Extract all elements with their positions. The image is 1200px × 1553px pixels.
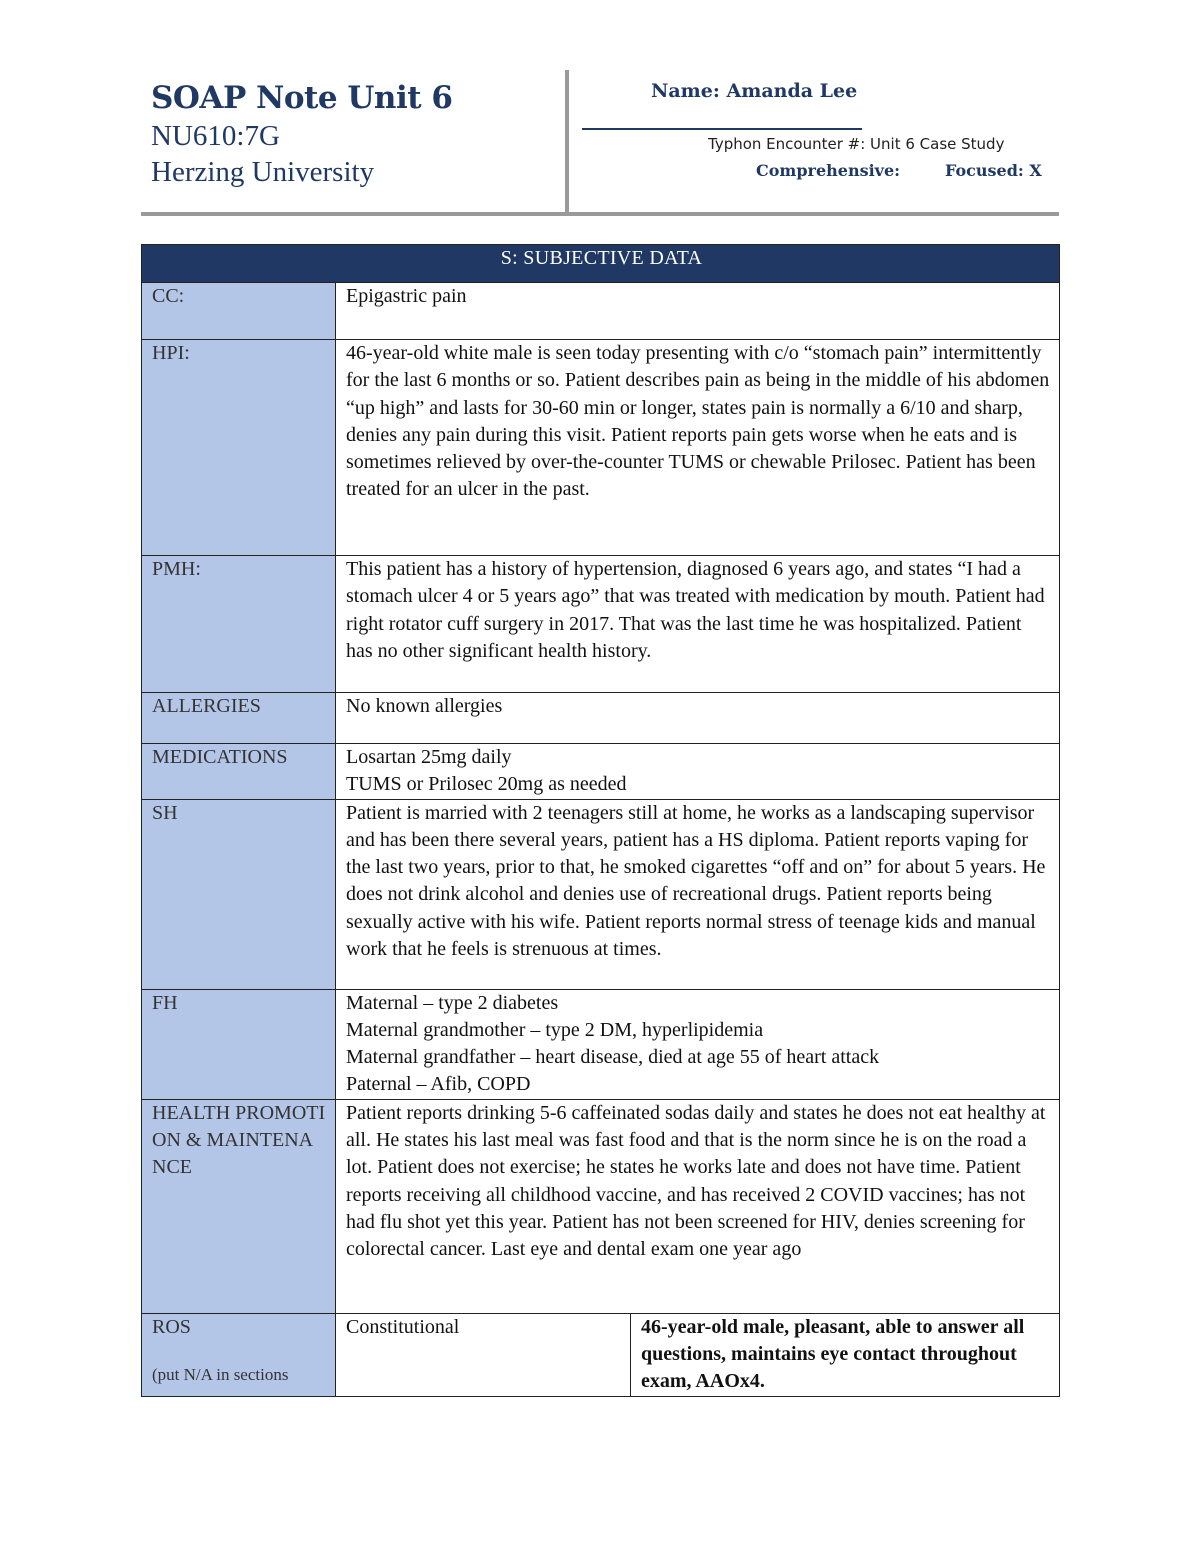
university-name: Herzing University bbox=[151, 156, 375, 188]
row-value-allergies: No known allergies bbox=[336, 693, 1060, 744]
focused-label: Focused: X bbox=[945, 161, 1042, 180]
table-row bbox=[142, 556, 1060, 693]
family-history-item: Maternal – type 2 diabetes bbox=[346, 991, 559, 1014]
table-row bbox=[142, 340, 1060, 556]
row-value-hpi: 46-year-old white male is seen today presenting with c/o “stomach pain” intermittently for the last 6 months or so. Patient describes pain as being in the middle of his abdomen “up high” and lasts for 30-60 min or longer, states pain is normally a 6/10 and sharp, denies any pain during this visit. Patient reports pain gets worse when he eats and is sometimes relieved by over-the-counter TUMS or chewable Prilosec. Patient has been treated for an ulcer in the past. bbox=[336, 340, 1060, 556]
ros-finding: 46-year-old male, pleasant, able to answer all questions, maintains eye contact throughout exam, AAOx4. bbox=[631, 1313, 1060, 1396]
table-row bbox=[142, 989, 1060, 1099]
subjective-data-table bbox=[141, 244, 1060, 1397]
row-label-cc: CC: bbox=[142, 283, 336, 340]
header-horizontal-divider bbox=[141, 212, 1059, 216]
row-label-health-promotion: HEALTH PROMOTION & MAINTENANCE bbox=[142, 1099, 336, 1313]
comprehensive-label: Comprehensive: bbox=[756, 161, 901, 180]
family-history-item: Maternal grandmother – type 2 DM, hyperlipidemia bbox=[346, 1018, 764, 1041]
student-name: Name: Amanda Lee bbox=[651, 80, 858, 102]
table-row bbox=[142, 283, 1060, 340]
row-label-medications: MEDICATIONS bbox=[142, 744, 336, 800]
table-row bbox=[142, 744, 1060, 800]
row-value-health-promotion: Patient reports drinking 5-6 caffeinated sodas daily and states he does not eat healthy at all. He states his last meal was fast food and that is the norm since he is on the road a lot. Patient does not exercise; he states he works late and does not have time. Patient reports receiving all childhood vaccine, and has received 2 COVID vaccines; has not had flu shot yet this year. Patient has not been screened for HIV, denies screening for colorectal cancer. Last eye and dental exam one year ago bbox=[336, 1099, 1060, 1313]
row-label-hpi: HPI: bbox=[142, 340, 336, 556]
ros-system: Constitutional bbox=[336, 1313, 631, 1396]
row-label-sh: SH bbox=[142, 799, 336, 989]
table-row bbox=[142, 1313, 1060, 1396]
row-value-sh: Patient is married with 2 teenagers still at home, he works as a landscaping supervisor and has been there several years, patient has a HS diploma. Patient reports vaping for the last two years, prior to that, he smoked cigarettes “off and on” for about 5 years. He does not drink alcohol and denies use of recreational drugs. Patient reports being sexually active with his wife. Patient reports normal stress of teenage kids and manual work that he feels is strenuous at times. bbox=[336, 799, 1060, 989]
header-left bbox=[151, 78, 551, 190]
table-row bbox=[142, 1099, 1060, 1313]
name-underline bbox=[582, 128, 862, 130]
medication-item: Losartan 25mg daily bbox=[346, 746, 512, 768]
ros-note: (put N/A in sections bbox=[152, 1365, 289, 1385]
family-history-item: Maternal grandfather – heart disease, died at age 55 of heart attack bbox=[346, 1046, 880, 1069]
row-value-medications bbox=[336, 744, 1060, 800]
course-code: NU610:7G bbox=[151, 120, 280, 152]
section-banner: S: SUBJECTIVE DATA bbox=[142, 245, 1060, 283]
row-label-ros bbox=[142, 1313, 336, 1396]
family-history-item: Paternal – Afib, COPD bbox=[346, 1073, 531, 1096]
medication-item: TUMS or Prilosec 20mg as needed bbox=[346, 773, 627, 796]
document-title: SOAP Note Unit 6 bbox=[151, 80, 453, 116]
row-value-cc: Epigastric pain bbox=[336, 283, 1060, 340]
row-label-pmh: PMH: bbox=[142, 556, 336, 693]
ros-label: ROS bbox=[152, 1315, 191, 1338]
table-row bbox=[142, 693, 1060, 744]
typhon-encounter: Typhon Encounter #: Unit 6 Case Study bbox=[708, 135, 1005, 153]
row-label-allergies: ALLERGIES bbox=[142, 693, 336, 744]
row-value-pmh: This patient has a history of hypertension, diagnosed 6 years ago, and states “I had a stomach ulcer 4 or 5 years ago” that was treated with medication by mouth. Patient had right rotator cuff surgery in 2017. That was the last time he was hospitalized. Patient has no other significant health history. bbox=[336, 556, 1060, 693]
header-vertical-divider bbox=[565, 70, 569, 214]
table-row bbox=[142, 799, 1060, 989]
row-value-fh bbox=[336, 989, 1060, 1099]
row-label-fh: FH bbox=[142, 989, 336, 1099]
